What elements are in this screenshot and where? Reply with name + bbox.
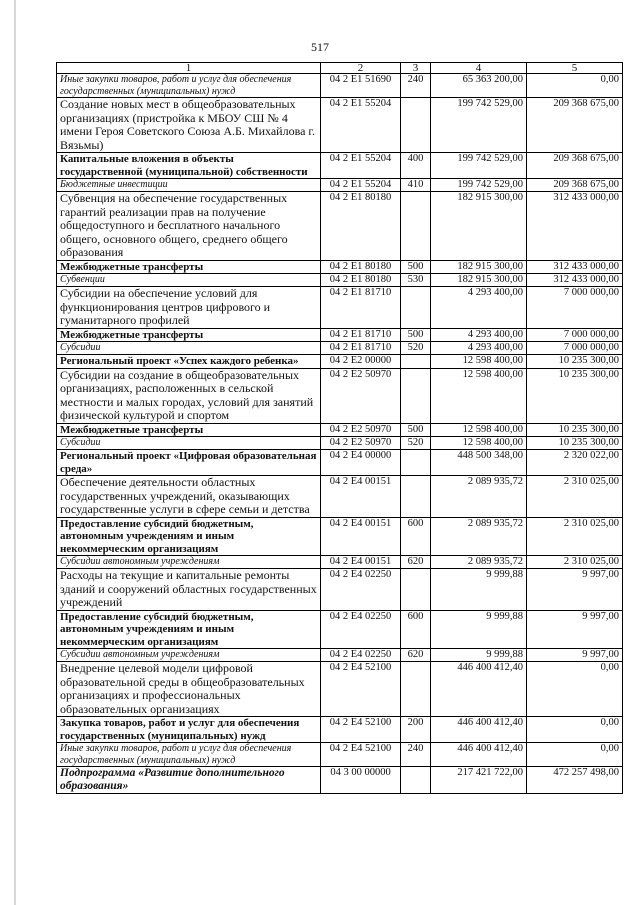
row-code-cell: 04 2 E2 50970 xyxy=(321,368,401,423)
row-value-2023-cell: 4 293 400,00 xyxy=(431,342,527,355)
row-name-cell: Создание новых мест в общеобразовательных организациях (пристройка к МБОУ СШ № 4 имени Героя Советского Союза А.Б. Михайлова г. Вязьмы) xyxy=(57,98,321,153)
row-value-2023-cell: 12 598 400,00 xyxy=(431,368,527,423)
row-kind-cell xyxy=(401,192,431,261)
row-value-2023-cell: 9 999,88 xyxy=(431,569,527,611)
table-row xyxy=(57,192,623,261)
row-value-2023-cell: 9 999,88 xyxy=(431,649,527,662)
row-code-cell: 04 2 E4 52100 xyxy=(321,717,401,743)
row-value-2024-cell: 9 997,00 xyxy=(527,569,623,611)
table-row xyxy=(57,517,623,556)
row-name-cell: Субсидии автономным учреждениям xyxy=(57,649,321,662)
row-kind-cell: 600 xyxy=(401,517,431,556)
scan-edge xyxy=(14,0,16,905)
table-row xyxy=(57,569,623,611)
row-code-cell: 04 2 E4 52100 xyxy=(321,662,401,717)
row-value-2024-cell: 312 433 000,00 xyxy=(527,192,623,261)
row-value-2024-cell: 209 368 675,00 xyxy=(527,153,623,179)
row-kind-cell: 620 xyxy=(401,556,431,569)
row-name-cell: Субсидии на создание в общеобразовательных организациях, расположенных в сельской местности и малых городах, условий для занятий физической культурой и спортом xyxy=(57,368,321,423)
row-kind-cell xyxy=(401,287,431,329)
row-value-2024-cell: 312 433 000,00 xyxy=(527,260,623,274)
row-value-2023-cell: 446 400 412,40 xyxy=(431,743,527,767)
row-code-cell: 04 2 E4 00151 xyxy=(321,556,401,569)
row-name-cell: Предоставление субсидий бюджетным, автономным учреждениям и иным некоммерческим организациям xyxy=(57,610,321,649)
row-code-cell: 04 2 E4 00151 xyxy=(321,517,401,556)
table-row xyxy=(57,179,623,192)
row-name-cell: Субсидии xyxy=(57,342,321,355)
table-row xyxy=(57,260,623,274)
row-value-2023-cell: 9 999,88 xyxy=(431,610,527,649)
table-row xyxy=(57,74,623,98)
row-value-2023-cell: 199 742 529,00 xyxy=(431,179,527,192)
table-row xyxy=(57,153,623,179)
row-kind-cell xyxy=(401,368,431,423)
table-row xyxy=(57,649,623,662)
row-value-2024-cell: 7 000 000,00 xyxy=(527,287,623,329)
row-value-2023-cell: 12 598 400,00 xyxy=(431,423,527,437)
row-kind-cell: 600 xyxy=(401,610,431,649)
row-name-cell: Субвенция на обеспечение государственных гарантий реализации прав на получение общедоступного и бесплатного начального общего, основного общего, среднего общего образования xyxy=(57,192,321,261)
row-code-cell: 04 2 E4 02250 xyxy=(321,610,401,649)
row-kind-cell: 200 xyxy=(401,717,431,743)
row-value-2024-cell: 10 235 300,00 xyxy=(527,437,623,450)
row-value-2023-cell: 217 421 722,00 xyxy=(431,767,527,794)
row-name-cell: Региональный проект «Успех каждого ребенка» xyxy=(57,355,321,369)
table-row xyxy=(57,662,623,717)
table-row xyxy=(57,437,623,450)
row-name-cell: Субсидии на обеспечение условий для функционирования центров цифрового и гуманитарного профилей xyxy=(57,287,321,329)
row-value-2024-cell: 10 235 300,00 xyxy=(527,355,623,369)
table-row xyxy=(57,355,623,369)
row-name-cell: Подпрограмма «Развитие дополнительного образования» xyxy=(57,767,321,794)
row-code-cell: 04 2 E2 50970 xyxy=(321,423,401,437)
row-kind-cell: 500 xyxy=(401,260,431,274)
row-kind-cell: 530 xyxy=(401,274,431,287)
row-kind-cell: 500 xyxy=(401,423,431,437)
header-cell: 5 xyxy=(527,63,623,74)
row-kind-cell: 500 xyxy=(401,328,431,342)
row-name-cell: Обеспечение деятельности областных государственных учреждений, оказывающих государственные услуги в сфере семьи и детства xyxy=(57,476,321,518)
row-kind-cell xyxy=(401,355,431,369)
row-value-2023-cell: 2 089 935,72 xyxy=(431,517,527,556)
row-name-cell: Межбюджетные трансферты xyxy=(57,260,321,274)
table-row xyxy=(57,98,623,153)
row-value-2023-cell: 2 089 935,72 xyxy=(431,476,527,518)
row-code-cell: 04 2 E2 00000 xyxy=(321,355,401,369)
row-code-cell: 04 2 E1 81710 xyxy=(321,342,401,355)
row-name-cell: Региональный проект «Цифровая образовательная среда» xyxy=(57,450,321,476)
row-value-2024-cell: 0,00 xyxy=(527,74,623,98)
row-code-cell: 04 2 E4 02250 xyxy=(321,569,401,611)
row-code-cell: 04 2 E2 50970 xyxy=(321,437,401,450)
table-row xyxy=(57,767,623,794)
row-kind-cell: 400 xyxy=(401,153,431,179)
row-code-cell: 04 2 E4 02250 xyxy=(321,649,401,662)
row-code-cell: 04 2 E1 80180 xyxy=(321,274,401,287)
row-name-cell: Субвенции xyxy=(57,274,321,287)
table-row xyxy=(57,328,623,342)
row-kind-cell: 520 xyxy=(401,437,431,450)
row-value-2024-cell: 2 320 022,00 xyxy=(527,450,623,476)
row-value-2023-cell: 182 915 300,00 xyxy=(431,192,527,261)
table-row xyxy=(57,717,623,743)
table-row xyxy=(57,368,623,423)
row-code-cell: 04 2 E1 81710 xyxy=(321,287,401,329)
row-kind-cell: 240 xyxy=(401,743,431,767)
row-value-2024-cell: 9 997,00 xyxy=(527,610,623,649)
row-name-cell: Межбюджетные трансферты xyxy=(57,423,321,437)
header-cell: 1 xyxy=(57,63,321,74)
row-value-2024-cell: 9 997,00 xyxy=(527,649,623,662)
table-row xyxy=(57,342,623,355)
table-row xyxy=(57,476,623,518)
table-row xyxy=(57,423,623,437)
row-code-cell: 04 2 E1 51690 xyxy=(321,74,401,98)
row-value-2024-cell: 7 000 000,00 xyxy=(527,342,623,355)
row-value-2023-cell: 4 293 400,00 xyxy=(431,328,527,342)
budget-table xyxy=(56,62,623,794)
row-value-2023-cell: 182 915 300,00 xyxy=(431,260,527,274)
row-value-2024-cell: 10 235 300,00 xyxy=(527,423,623,437)
row-kind-cell xyxy=(401,450,431,476)
row-value-2024-cell: 209 368 675,00 xyxy=(527,98,623,153)
row-name-cell: Субсидии xyxy=(57,437,321,450)
row-name-cell: Капитальные вложения в объекты государственной (муниципальной) собственности xyxy=(57,153,321,179)
row-value-2023-cell: 4 293 400,00 xyxy=(431,287,527,329)
row-value-2024-cell: 10 235 300,00 xyxy=(527,368,623,423)
row-value-2023-cell: 12 598 400,00 xyxy=(431,355,527,369)
row-code-cell: 04 2 E4 00151 xyxy=(321,476,401,518)
row-kind-cell: 410 xyxy=(401,179,431,192)
row-name-cell: Иные закупки товаров, работ и услуг для обеспечения государственных (муниципальных) нужд xyxy=(57,74,321,98)
row-value-2023-cell: 65 363 200,00 xyxy=(431,74,527,98)
row-kind-cell: 620 xyxy=(401,649,431,662)
row-kind-cell xyxy=(401,98,431,153)
table-row xyxy=(57,610,623,649)
row-name-cell: Внедрение целевой модели цифровой образовательной среды в общеобразовательных организациях и профессиональных образовательных организациях xyxy=(57,662,321,717)
row-code-cell: 04 2 E1 55204 xyxy=(321,98,401,153)
row-value-2024-cell: 0,00 xyxy=(527,662,623,717)
table-row xyxy=(57,743,623,767)
row-kind-cell xyxy=(401,662,431,717)
row-value-2023-cell: 199 742 529,00 xyxy=(431,153,527,179)
row-value-2024-cell: 209 368 675,00 xyxy=(527,179,623,192)
row-kind-cell: 520 xyxy=(401,342,431,355)
row-value-2024-cell: 7 000 000,00 xyxy=(527,328,623,342)
row-value-2023-cell: 182 915 300,00 xyxy=(431,274,527,287)
row-value-2023-cell: 199 742 529,00 xyxy=(431,98,527,153)
row-value-2024-cell: 0,00 xyxy=(527,743,623,767)
row-value-2024-cell: 2 310 025,00 xyxy=(527,556,623,569)
row-kind-cell xyxy=(401,569,431,611)
row-value-2023-cell: 446 400 412,40 xyxy=(431,662,527,717)
header-cell: 3 xyxy=(401,63,431,74)
header-cell: 4 xyxy=(431,63,527,74)
table-header-row xyxy=(57,63,623,74)
row-value-2023-cell: 446 400 412,40 xyxy=(431,717,527,743)
table-row xyxy=(57,287,623,329)
row-kind-cell xyxy=(401,767,431,794)
row-name-cell: Закупка товаров, работ и услуг для обеспечения государственных (муниципальных) нужд xyxy=(57,717,321,743)
row-value-2023-cell: 448 500 348,00 xyxy=(431,450,527,476)
row-value-2024-cell: 472 257 498,00 xyxy=(527,767,623,794)
row-code-cell: 04 2 E4 52100 xyxy=(321,743,401,767)
row-value-2024-cell: 312 433 000,00 xyxy=(527,274,623,287)
page-number: 517 xyxy=(311,40,329,54)
row-name-cell: Предоставление субсидий бюджетным, автономным учреждениям и иным некоммерческим организациям xyxy=(57,517,321,556)
row-name-cell: Бюджетные инвестиции xyxy=(57,179,321,192)
row-kind-cell xyxy=(401,476,431,518)
row-value-2023-cell: 2 089 935,72 xyxy=(431,556,527,569)
table-row xyxy=(57,450,623,476)
row-value-2024-cell: 0,00 xyxy=(527,717,623,743)
row-code-cell: 04 2 E1 80180 xyxy=(321,192,401,261)
row-code-cell: 04 2 E1 80180 xyxy=(321,260,401,274)
row-code-cell: 04 3 00 00000 xyxy=(321,767,401,794)
header-cell: 2 xyxy=(321,63,401,74)
table-row xyxy=(57,274,623,287)
row-name-cell: Расходы на текущие и капитальные ремонты зданий и сооружений областных государственных учреждений xyxy=(57,569,321,611)
row-name-cell: Межбюджетные трансферты xyxy=(57,328,321,342)
row-value-2023-cell: 12 598 400,00 xyxy=(431,437,527,450)
row-name-cell: Иные закупки товаров, работ и услуг для обеспечения государственных (муниципальных) нужд xyxy=(57,743,321,767)
row-kind-cell: 240 xyxy=(401,74,431,98)
row-value-2024-cell: 2 310 025,00 xyxy=(527,476,623,518)
row-value-2024-cell: 2 310 025,00 xyxy=(527,517,623,556)
row-name-cell: Субсидии автономным учреждениям xyxy=(57,556,321,569)
row-code-cell: 04 2 E4 00000 xyxy=(321,450,401,476)
row-code-cell: 04 2 E1 55204 xyxy=(321,179,401,192)
row-code-cell: 04 2 E1 55204 xyxy=(321,153,401,179)
table-row xyxy=(57,556,623,569)
row-code-cell: 04 2 E1 81710 xyxy=(321,328,401,342)
